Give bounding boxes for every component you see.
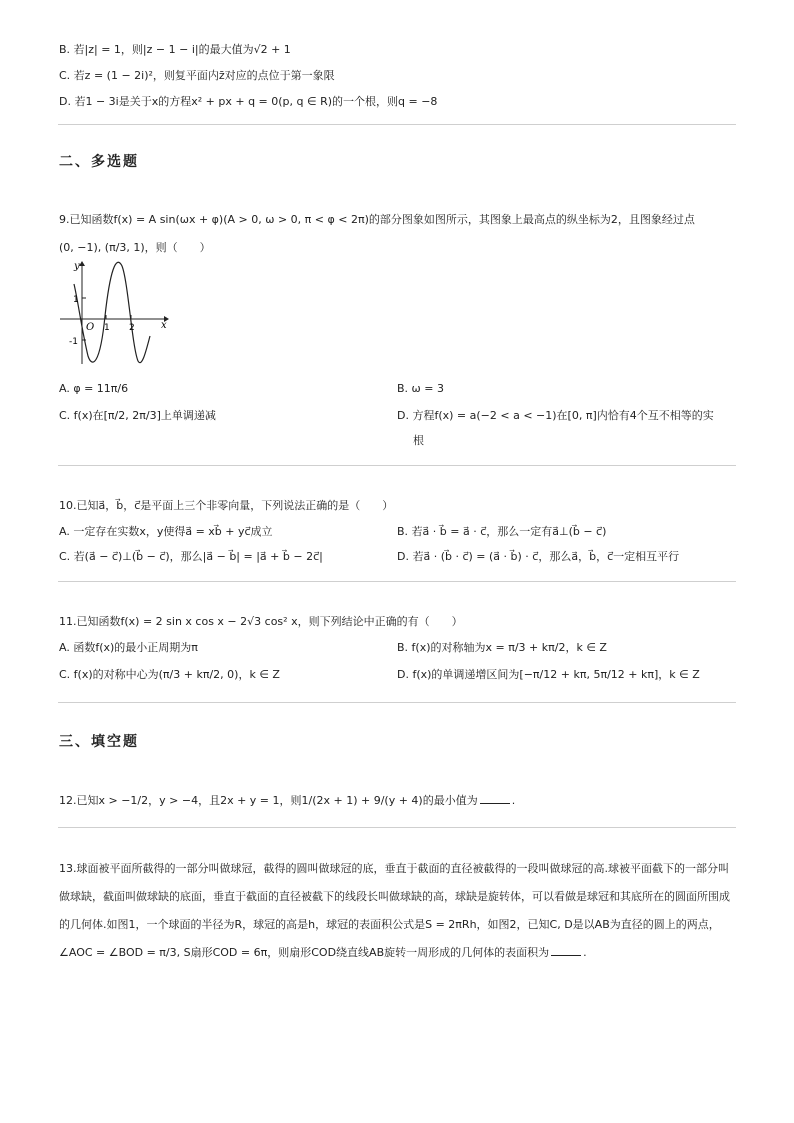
y-axis-arrow <box>79 261 85 266</box>
divider <box>58 581 736 582</box>
q11-option-d: D. f(x)的单调递增区间为[−π/12 + kπ, 5π/12 + kπ]，k ∈ Z <box>397 668 700 681</box>
q10-option-d: D. 若a⃗ · (b⃗ · c⃗) = (a⃗ · b⃗) · c⃗，那么a⃗，b⃗，c⃗一定相互平行 <box>397 550 680 563</box>
y-label-1: 1 <box>73 295 79 305</box>
q13-body <box>59 855 739 967</box>
prev-option-b: B. 若|z| = 1，则|z − 1 − i|的最大值为√2 + 1 <box>59 43 291 56</box>
q9-sine-graph <box>56 256 171 368</box>
q12-answer-blank[interactable] <box>480 792 510 804</box>
q9-option-b: B. ω = 3 <box>397 382 444 395</box>
q9-option-d-line1: D. 方程f(x) = a(−2 < a < −1)在[0, π]内恰有4个互不相等的实 <box>397 409 714 422</box>
section-title-multiple-choice: 二、多选题 <box>59 154 139 170</box>
q13-line3: 的几何体.如图1，一个球面的半径为R，球冠的高是h，球冠的表面积公式是S = 2πRh，如图2，已知C, D是以AB为直径的圆上的两点， <box>59 918 720 931</box>
q11-option-a: A. 函数f(x)的最小正周期为π <box>59 641 198 654</box>
q12-stem-text: 12.已知x > −1/2，y > −4，且2x + y = 1，则1/(2x + 1) + 9/(y + 4)的最小值为 <box>59 794 478 807</box>
y-label-neg1: -1 <box>69 337 78 347</box>
divider <box>58 465 736 466</box>
q12-stem-end: . <box>511 794 516 807</box>
section-title-fill-in: 三、填空题 <box>59 734 139 750</box>
q11-option-c: C. f(x)的对称中心为(π/3 + kπ/2, 0)，k ∈ Z <box>59 668 280 681</box>
divider <box>58 827 736 828</box>
q13-line2: 做球缺，截面叫做球缺的底面，垂直于截面的直径被截下的线段长叫做球缺的高，球缺是旋转体，可以看做是球冠和其底所在的圆面所围成 <box>59 890 730 903</box>
q12-stem <box>59 792 515 809</box>
divider <box>58 124 736 125</box>
q13-line4-end: . <box>583 946 587 959</box>
q9-option-a: A. φ = 11π/6 <box>59 382 129 395</box>
q9-option-d-line2: 根 <box>413 434 424 447</box>
x-label: x <box>161 320 167 331</box>
q10-stem: 10.已知a⃗，b⃗，c⃗是平面上三个非零向量，下列说法正确的是（ ） <box>59 499 394 512</box>
q13-line4-text: ∠AOC = ∠BOD = π/3, S扇形COD = 6π，则扇形COD绕直线AB旋转一周形成的几何体的表面积为 <box>59 946 550 959</box>
q11-stem: 11.已知函数f(x) = 2 sin x cos x − 2√3 cos² x，则下列结论中正确的有（ ） <box>59 615 463 628</box>
q9-stem-line2: (0, −1), (π/3, 1)，则（ ） <box>59 241 211 254</box>
origin-label: O <box>86 322 95 333</box>
prev-option-d: D. 若1 − 3i是关于x的方程x² + px + q = 0(p, q ∈ R)的一个根，则q = −8 <box>59 95 438 108</box>
q10-option-b: B. 若a⃗ · b⃗ = a⃗ · c⃗，那么一定有a⃗⊥(b⃗ − c⃗) <box>397 525 607 538</box>
y-label: y <box>74 261 80 272</box>
q11-option-b: B. f(x)的对称轴为x = π/3 + kπ/2，k ∈ Z <box>397 641 607 654</box>
prev-option-c: C. 若z = (1 − 2i)²，则复平面内z̄对应的点位于第一象限 <box>59 69 335 82</box>
x-label-2: 2 <box>129 323 135 333</box>
q9-option-c: C. f(x)在[π/2, 2π/3]上单调递减 <box>59 409 216 422</box>
q9-stem-line1: 9.已知函数f(x) = A sin(ωx + φ)(A > 0, ω > 0, π < φ < 2π)的部分图象如图所示，其图象上最高点的纵坐标为2，且图象经过点 <box>59 213 695 226</box>
q10-option-c: C. 若(a⃗ − c⃗)⊥(b⃗ − c⃗)，那么|a⃗ − b⃗| = |a⃗ + b⃗ − 2c⃗| <box>59 550 323 563</box>
q10-option-a: A. 一定存在实数x，y使得a⃗ = xb⃗ + yc⃗成立 <box>59 525 273 538</box>
x-label-1: 1 <box>104 323 110 333</box>
sine-curve <box>74 262 150 362</box>
q13-line1: 13.球面被平面所截得的一部分叫做球冠，截得的圆叫做球冠的底，垂直于截面的直径被截得的一段叫做球冠的高.球被平面截下的一部分叫 <box>59 862 729 875</box>
q13-line4 <box>59 939 739 967</box>
divider <box>58 702 736 703</box>
q13-answer-blank[interactable] <box>551 944 581 956</box>
